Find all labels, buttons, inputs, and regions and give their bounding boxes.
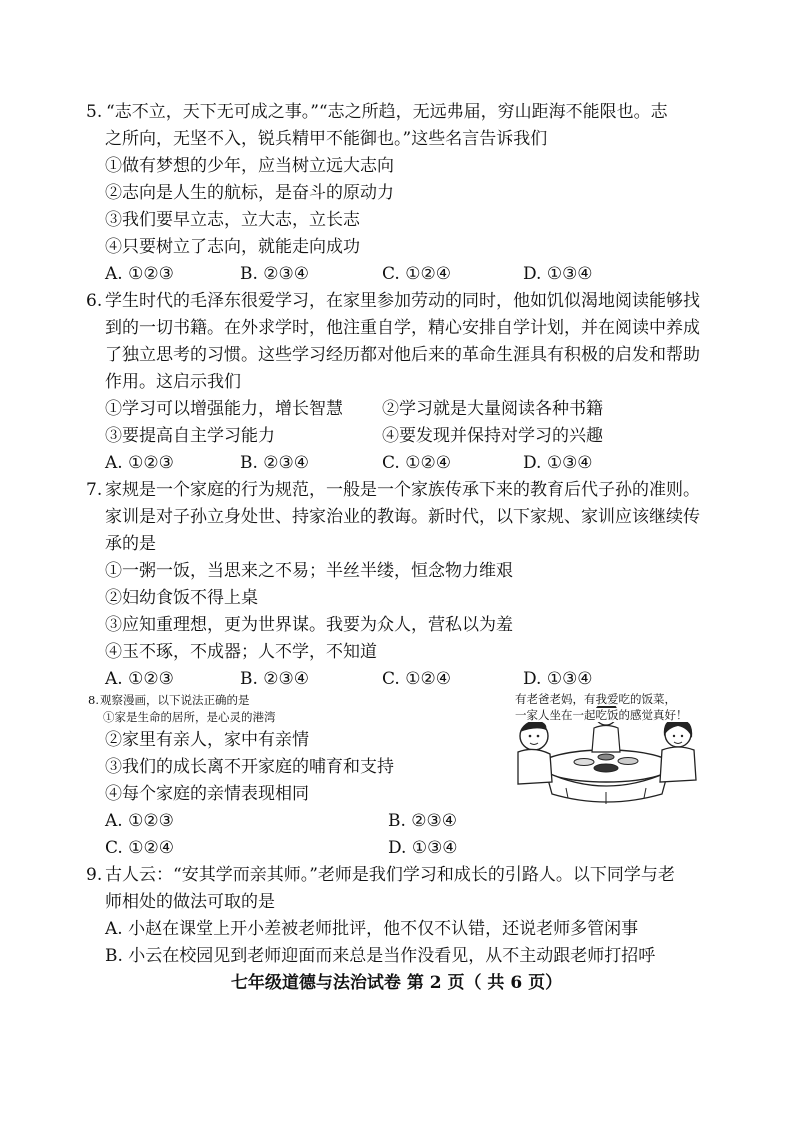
q6-stem-line3: 了独立思考的习惯。这些学习经历都对他后来的革命生涯具有积极的启发和帮助 [105, 345, 700, 365]
q6-statement-1: ①学习可以增强能力，增长智慧 [105, 399, 343, 419]
page-footer: 七年级道德与法治试卷 第 2 页（ 共 6 页） [230, 973, 563, 993]
q9-option-b: B. 小云在校园见到老师迎面而来总是当作没看见，从不主动跟老师打招呼 [105, 946, 656, 966]
dish-1 [574, 759, 594, 766]
q7-option-a: A. ①②③ [105, 669, 174, 689]
q7-statement-4: ④玉不琢，不成器；人不学，不知道 [105, 642, 377, 662]
q8-statement-4: ④每个家庭的亲情表现相同 [105, 784, 309, 804]
q5-option-b: B. ②③④ [240, 264, 310, 284]
q7-number: 7. [86, 480, 103, 500]
q9-number: 9. [86, 865, 103, 885]
q8-option-d: D. ①③④ [388, 838, 458, 858]
q8-option-c: C. ①②④ [105, 838, 174, 858]
dish-2 [594, 764, 618, 772]
q5-stem-line2: 之所向，无坚不入，锐兵精甲不能御也。”这些名言告诉我们 [105, 129, 548, 149]
q9-stem-line1: 古人云：“安其学而亲其师。”老师是我们学习和成长的引路人。以下同学与老 [105, 865, 675, 885]
father-body [518, 749, 552, 784]
child-body [592, 726, 620, 753]
q5-stem-line1: “志不立，天下无可成之事。”“志之所趋，无远弗届，穷山距海不能限也。志 [106, 102, 668, 122]
dish-4 [598, 754, 614, 760]
q5-statement-4: ④只要树立了志向，就能走向成功 [105, 237, 360, 257]
q7-stem-line3: 承的是 [105, 534, 156, 554]
q9-stem-line2: 师相处的做法可取的是 [105, 892, 275, 912]
q5-option-a: A. ①②③ [105, 264, 174, 284]
q7-option-d: D. ①③④ [523, 669, 593, 689]
q7-statement-1: ①一粥一饭，当思来之不易；半丝半缕，恒念物力维艰 [105, 561, 513, 581]
q6-option-a: A. ①②③ [105, 453, 174, 473]
q6-stem-line1: 学生时代的毛泽东很爱学习，在家里参加劳动的同时，他如饥似渴地阅读能够找 [105, 291, 700, 311]
q6-statement-3: ③要提高自主学习能力 [105, 426, 275, 446]
q5-statement-2: ②志向是人生的航标，是奋斗的原动力 [105, 183, 394, 203]
q7-statement-3: ③应知重理想，更为世界谋。我要为众人，营私以为羞 [105, 615, 513, 635]
q8-option-b: B. ②③④ [388, 811, 458, 831]
cartoon-caption-line1: 有老爸老妈，有我爱吃的饭菜， [515, 692, 676, 706]
family-dinner-cartoon [506, 688, 706, 808]
q6-number: 6. [86, 291, 103, 311]
q6-statement-4: ④要发现并保持对学习的兴趣 [382, 426, 603, 446]
q7-stem-line2: 家训是对子孙立身处世、持家治业的教诲。新时代，以下家规、家训应该继续传 [105, 507, 700, 527]
q6-stem-line2: 到的一切书籍。在外求学时，他注重自学，精心安排自学计划，并在阅读中养成 [105, 318, 700, 338]
dish-3 [618, 758, 638, 765]
q5-number: 5. [86, 102, 103, 122]
mother-body [660, 747, 696, 782]
q7-stem-line1: 家规是一个家庭的行为规范，一般是一个家族传承下来的教育后代子孙的准则。 [105, 480, 700, 500]
q8-statement-1: ①家是生命的居所，是心灵的港湾 [103, 710, 276, 724]
q8-number: 8. [88, 693, 99, 707]
q8-stem: 观察漫画，以下说法正确的是 [100, 693, 250, 707]
q9-option-a: A. 小赵在课堂上开小差被老师批评，他不仅不认错，还说老师多管闲事 [105, 919, 639, 939]
q7-statement-2: ②妇幼食饭不得上桌 [105, 588, 258, 608]
q8-statement-3: ③我们的成长离不开家庭的哺育和支持 [105, 757, 394, 777]
q7-option-b: B. ②③④ [240, 669, 310, 689]
q8-option-a: A. ①②③ [105, 811, 174, 831]
q7-option-c: C. ①②④ [382, 669, 451, 689]
q6-statement-2: ②学习就是大量阅读各种书籍 [382, 399, 603, 419]
q5-statement-3: ③我们要早立志，立大志，立长志 [105, 210, 360, 230]
cartoon-caption-line2: 一家人坐在一起吃饭的感觉真好！ [515, 708, 688, 722]
q5-option-d: D. ①③④ [523, 264, 593, 284]
q6-option-b: B. ②③④ [240, 453, 310, 473]
q6-option-d: D. ①③④ [523, 453, 593, 473]
q8-statement-2: ②家里有亲人，家中有亲情 [105, 730, 309, 750]
q5-option-c: C. ①②④ [382, 264, 451, 284]
q6-option-c: C. ①②④ [382, 453, 451, 473]
q5-statement-1: ①做有梦想的少年，应当树立远大志向 [105, 156, 394, 176]
q6-stem-line4: 作用。这启示我们 [105, 372, 241, 392]
